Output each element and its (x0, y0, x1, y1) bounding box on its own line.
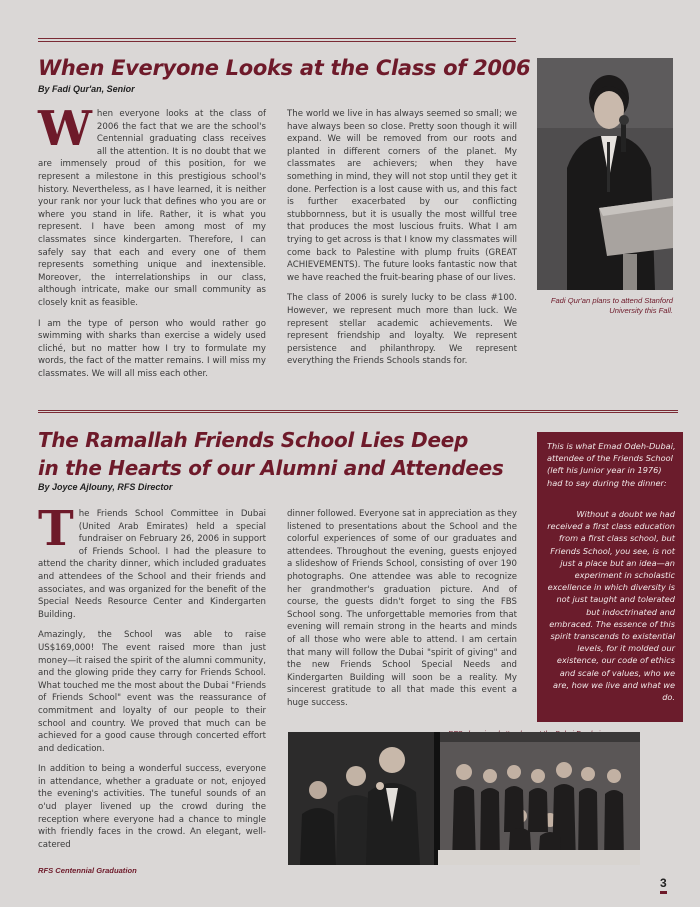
article1-byline: By Fadi Qur'an, Senior (38, 84, 135, 94)
speaker-photo-illustration (537, 58, 673, 290)
article2-dropcap: T (38, 501, 74, 557)
article2-column-1 (38, 501, 266, 859)
fundraiser-photo-illustration (288, 732, 640, 865)
article2-paragraph-text: he Friends School Committee in Dubai (United Arab Emirates) held a special fundraiser on February 26, 2006 in support of Friends School. I had the pleasure to attend the charity dinner, which included graduates and attendees of the School and their friends and associates, and was organized for the benefit of the Special Needs Resource Center and Kindergarten Building. (38, 509, 266, 620)
article2-headline-line1: The Ramallah Friends School Lies Deep (38, 428, 468, 452)
article1-dropcap: W (38, 101, 92, 157)
article1-paragraph: I am the type of person who would rather go swimming with sharks than exercise a widely used cliché, but no matter how I try to formulate my words, the fact of the matter remains. I will miss my classmates. We will all miss each other. (38, 318, 266, 379)
article2-column-2 (287, 508, 517, 718)
quote-sidebar (537, 432, 683, 722)
sidebar-intro: This is what Emad Odeh-Dubai, attendee of the Friends School (left his Junior year in 1976) had to say during the dinner: (547, 441, 676, 488)
article1-column-2 (287, 108, 517, 376)
publication-footer: RFS Centennial Graduation (38, 866, 137, 875)
article1-paragraph: The class of 2006 is surely lucky to be class #100. However, we represent much more than luck. We represent stellar academic achievements. We represent friendship and loyalty. We represent persistence and philanthropy. We represent everything the Friends Schools stands for. (287, 293, 517, 367)
article1-paragraph: The world we live in has always seemed so small; we have always been so close. Pretty soon though it will expand. We will be removed from our roots and planted in different corners of the planet. My classmates are achievers; when they have something in mind, they will not stop until they get it done. Perfection is a lost cause with us, and this fact is further exacerbated by our conflicting stubbornness, but it is usually the most willful tree that produces the most luscious fruits. What I am trying to get across is that I know my classmates will come back to Palestine with plump fruits (GREAT ACHIEVEMENTS). The future looks fantastic now that we have reached the fruit-bearing phase of our lives. (287, 109, 517, 283)
fundraiser-photo (288, 732, 640, 865)
article1-paragraph (38, 101, 266, 310)
article1-paragraph-text: hen everyone looks at the class of 2006 the fact that we are the school's Centennial graduating class receives all the attention. It is no doubt that we are immensely proud of this position, for we represent a milestone in this prestigious school's history. Nevertheless, as I have learned, it is neither your rank nor your luck that defines who you are or where you stand in life. Rather, it is what you represent. I have been among most of my classmates since kindergarten. Therefore, I can safely say that each and every one of them represents something unique and inextensible. Moreover, the interrelationships in our class, although intricate, make our small community as closely knit as feasible. (38, 109, 266, 308)
article1-headline: When Everyone Looks at the Class of 2006 (38, 56, 531, 80)
speaker-photo-caption: Fadi Qur'an plans to attend Stanford University this Fall. (550, 296, 673, 315)
section-rule (38, 410, 678, 413)
article1-column-1 (38, 101, 266, 388)
sidebar-quote: Without a doubt we had received a first class education from a first class school, but Friends School, you see, is not just a place but an idea—an experiment in scholastic excellence in which diversity is not just taught and tolerated but indoctrinated and embraced. The essence of this spirit transcends to existential levels, for it molded our existence, our code of ethics and scale of values, who we are, how we live and what we do. (547, 509, 675, 703)
speaker-photo (537, 58, 673, 290)
article2-paragraph (38, 501, 266, 621)
top-rule (38, 38, 516, 42)
article2-headline-line2: in the Hearts of our Alumni and Attendees (38, 456, 504, 480)
page-number: 3 (660, 876, 667, 894)
article2-byline: By Joyce Ajlouny, RFS Director (38, 482, 173, 492)
article2-paragraph: Amazingly, the School was able to raise US$169,000! The event raised more than just money—it raised the spirit of the alumni community, and the glowing pride they carry for Friends School. What touched me the most about the Dubai "Friends of Friends School" event was the reassurance of commitment and loyalty of our people to their school and country. We proved that much can be achieved for a good cause through concerted effort and dedication. (38, 630, 266, 754)
article2-paragraph: dinner followed. Everyone sat in appreciation as they listened to presentations about the School and the colorful experiences of some of our graduates and attendees. Throughout the evening, guests enjoyed a slideshow of Friends School, consisting of over 190 photographs. One attendee was able to recognize her grandmother's graduation picture. And of course, the guests didn't forget to sing the FBS School song. The unforgettable memories from that evening will remain strong in the hearts and minds of all those who were able to attend. I am certain that many will follow the Dubai "spirit of giving" and the new Friends School Special Needs and Kindergarten Building will soon be a reality. My sincerest gratitude to all that made this event a huge success. (287, 509, 517, 708)
article2-paragraph: In addition to being a wonderful success, everyone in attendance, whether a graduate or not, enjoyed the evening's activities. The tuneful sounds of an o'ud player livened up the crowd during the reception where everyone had a chance to mingle with friendly faces in the crowd. An elegant, well-catered (38, 764, 266, 850)
